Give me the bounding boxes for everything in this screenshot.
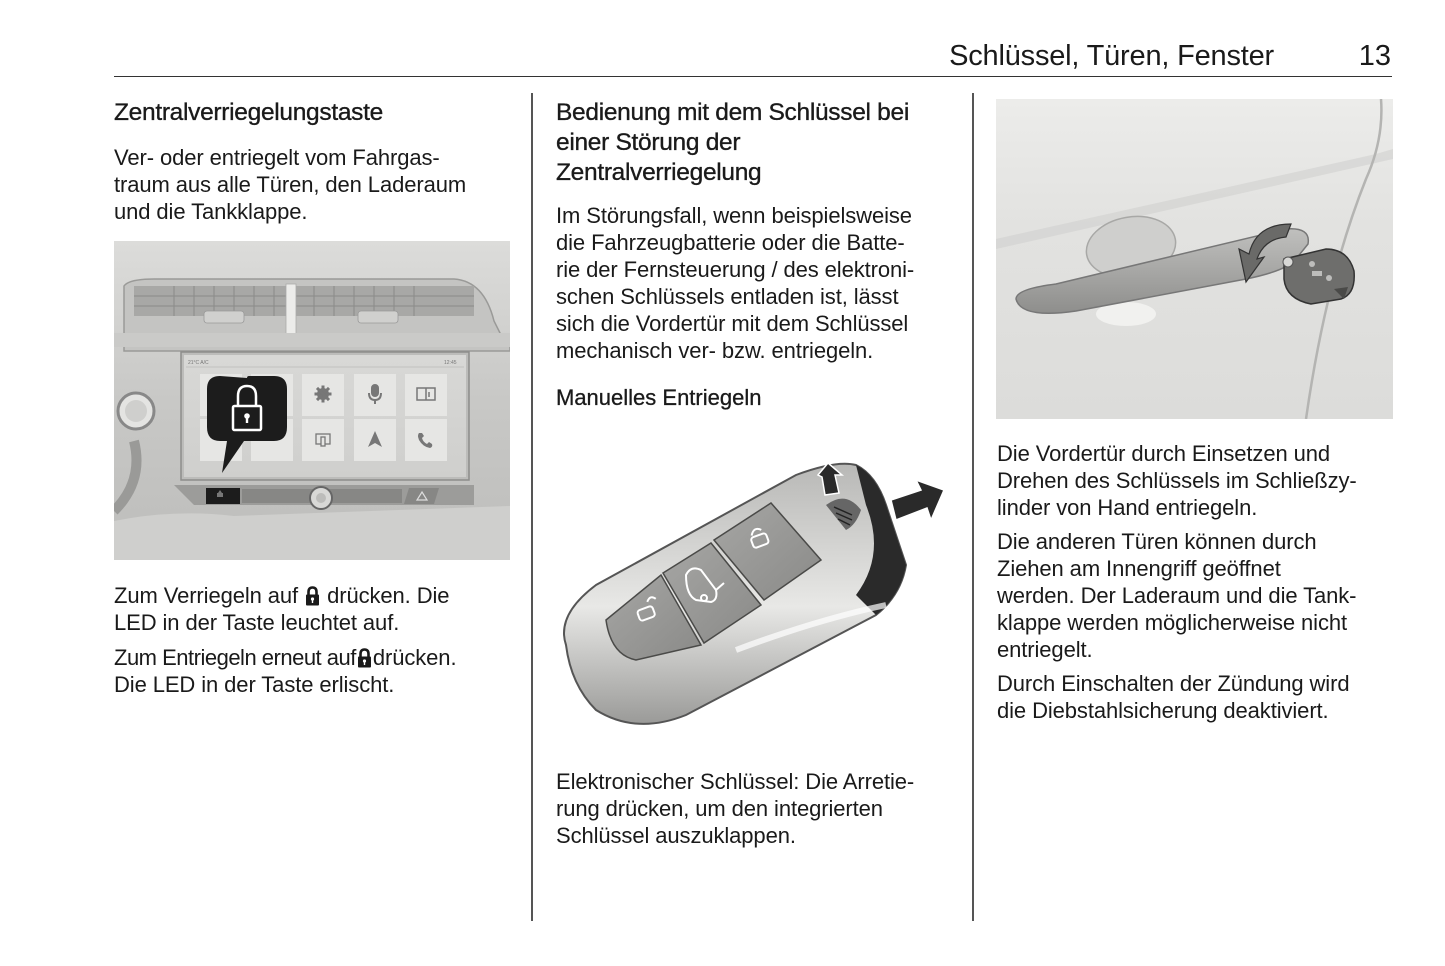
text-line: Durch Einschalten der Zündung wird <box>997 671 1350 696</box>
slide-out-arrow-icon <box>891 480 944 520</box>
text-line: Die LED in der Taste erlischt. <box>114 672 395 697</box>
intro-paragraph <box>114 144 514 225</box>
text-line: Schlüssel auszuklappen. <box>556 823 796 848</box>
text-line: die Fahrzeugbatterie oder die Batte- <box>556 230 905 255</box>
svg-text:21°C A/C: 21°C A/C <box>188 360 209 366</box>
text-line: sich die Vordertür mit dem Schlüssel <box>556 311 909 336</box>
text-line: werden. Der Laderaum und die Tank- <box>997 583 1357 608</box>
text-line: Die anderen Türen können durch <box>997 529 1317 554</box>
unlock-instruction <box>114 644 514 671</box>
text-line: Die Vordertür durch Einsetzen und <box>997 441 1331 466</box>
text-line: klappe werden möglicherweise nicht <box>997 610 1348 635</box>
gear-icon <box>315 386 332 403</box>
column-key-operation <box>556 98 956 411</box>
text-segment: Zum Entriegeln erneut auf <box>114 645 356 670</box>
text-line: LED in der Taste leuchtet auf. <box>114 610 400 635</box>
text-line: entriegelt. <box>997 637 1093 662</box>
text-line: Ziehen am Innengriff geöffnet <box>997 556 1281 581</box>
column-central-locking <box>114 98 514 225</box>
text-line: schen Schlüssels entladen ist, lässt <box>556 284 899 309</box>
text-line: rung drücken, um den integrierten <box>556 796 883 821</box>
subheading-manual-unlock: Manuelles Entriegeln <box>556 385 762 410</box>
heading-key-operation-line: Bedienung mit dem Schlüssel bei <box>556 99 909 126</box>
key-fob-caption <box>556 768 956 849</box>
other-doors-paragraph <box>997 528 1397 663</box>
section-title: Schlüssel, Türen, Fenster <box>949 40 1274 72</box>
heading-key-operation-line: Zentralverriegelung <box>556 159 762 186</box>
lock-icon <box>305 586 320 606</box>
heading-central-locking-button: Zentralverriegelungstaste <box>114 99 383 126</box>
column-door-unlock <box>997 440 1397 724</box>
lock-icon <box>357 648 372 668</box>
page-number: 13 <box>1358 40 1391 72</box>
lock-instructions <box>114 582 514 698</box>
text-line: Ver- oder entriegelt vom Fahrgas- <box>114 145 440 170</box>
text-line: rie der Fernsteuerung / des elektroni- <box>556 257 915 282</box>
text-line: traum aus alle Türen, den Laderaum <box>114 172 467 197</box>
column-divider-2 <box>972 93 974 921</box>
text-segment: drücken. <box>372 645 457 670</box>
text-line: die Diebstahlsicherung deaktiviert. <box>997 698 1329 723</box>
text-line: mechanisch ver- bzw. entriegeln. <box>556 338 874 363</box>
text-line: Drehen des Schlüssels im Schließzy- <box>997 468 1357 493</box>
door-handle-illustration <box>996 99 1393 419</box>
dashboard-illustration <box>114 241 510 560</box>
text-line: und die Tankklappe. <box>114 199 308 224</box>
text-segment: Zum Verriegeln auf <box>114 583 299 608</box>
column-divider-1 <box>531 93 533 921</box>
heading-key-operation-line: einer Störung der <box>556 129 741 156</box>
page-header <box>114 36 1392 77</box>
text-line: linder von Hand entriegeln. <box>997 495 1258 520</box>
text-segment: drücken. Die <box>327 583 450 608</box>
fault-paragraph <box>556 202 956 364</box>
lock-instruction <box>114 582 514 609</box>
svg-text:12:45: 12:45 <box>444 360 457 366</box>
text-line: Im Störungsfall, wenn beispielsweise <box>556 203 912 228</box>
key-fob-illustration <box>556 445 956 735</box>
text-line: Elektronischer Schlüssel: Die Arretie- <box>556 769 915 794</box>
door-unlock-paragraph <box>997 440 1397 521</box>
ignition-paragraph <box>997 670 1397 724</box>
flip-key-icon <box>1283 249 1354 304</box>
